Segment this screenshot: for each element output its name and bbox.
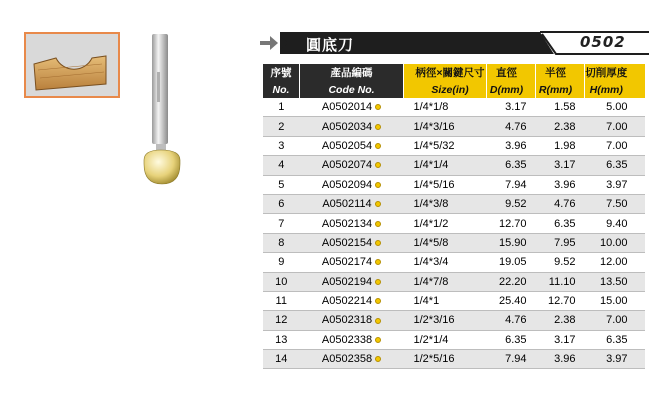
cell-code-text: A0502194 (321, 275, 373, 288)
cell-radius-text: 7.95 (554, 236, 576, 249)
cell-height-text: 6.35 (606, 159, 628, 172)
cell-code-text: A0502074 (321, 159, 373, 172)
header-r-en: R(mm) (536, 81, 585, 98)
cell-no (263, 350, 300, 369)
cell-diameter-text: 4.76 (505, 120, 527, 133)
header-size-en: Size(in) (404, 81, 487, 98)
cell-diameter-text: 3.96 (505, 139, 527, 152)
banner-title: 圓底刀 (306, 36, 355, 54)
stock-dot-icon (375, 182, 381, 188)
cell-size-text: 1/2*1/4 (413, 333, 449, 346)
cell-size (404, 330, 487, 349)
cell-diameter (487, 330, 536, 349)
cell-code (300, 194, 404, 213)
cell-no (263, 233, 300, 252)
cell-size (404, 175, 487, 194)
cell-height (585, 330, 645, 349)
cell-no-text: 1 (278, 101, 285, 114)
cell-no-text: 3 (278, 139, 285, 152)
cell-size-text: 1/4*1/8 (413, 101, 449, 114)
cell-size (404, 311, 487, 330)
cell-no-text: 6 (278, 198, 285, 211)
cell-height (585, 175, 645, 194)
cell-diameter-text: 19.05 (498, 256, 527, 269)
table-row (263, 272, 645, 291)
header-size-cn: 柄徑×關鍵尺寸 (404, 64, 487, 81)
cell-no (263, 253, 300, 272)
cell-diameter-text: 25.40 (498, 295, 527, 308)
cell-radius (536, 117, 585, 136)
cell-no-text: 8 (278, 236, 285, 249)
header-d-cn: 直徑 (487, 64, 536, 81)
stock-dot-icon (375, 279, 381, 285)
cell-code (300, 350, 404, 369)
cell-size-text: 1/2*5/16 (413, 353, 455, 366)
cell-size (404, 194, 487, 213)
cell-diameter-text: 7.94 (505, 353, 527, 366)
cell-height (585, 214, 645, 233)
cell-height-text: 3.97 (606, 178, 628, 191)
cell-radius-text: 4.76 (554, 198, 576, 211)
cell-no-text: 12 (275, 314, 288, 327)
cell-code-text: A0502054 (321, 139, 373, 152)
cell-code (300, 136, 404, 155)
cell-no-text: 14 (275, 353, 288, 366)
cell-code-text: A0502014 (321, 101, 373, 114)
cell-diameter (487, 194, 536, 213)
cell-height-text: 12.00 (599, 256, 628, 269)
section-banner (258, 30, 649, 56)
cell-radius-text: 1.98 (554, 139, 576, 152)
cell-size-text: 1/4*3/8 (413, 198, 449, 211)
cell-radius (536, 233, 585, 252)
cell-code (300, 272, 404, 291)
cell-diameter-text: 6.35 (505, 333, 527, 346)
stock-dot-icon (375, 259, 381, 265)
cell-diameter (487, 117, 536, 136)
stock-dot-icon (375, 162, 381, 168)
table-row (263, 98, 645, 117)
table-row (263, 175, 645, 194)
cell-diameter (487, 291, 536, 310)
cell-radius (536, 350, 585, 369)
cell-height (585, 233, 645, 252)
header-d-en: D(mm) (487, 81, 536, 98)
cell-size (404, 136, 487, 155)
cell-no-text: 7 (278, 217, 285, 230)
cell-radius (536, 136, 585, 155)
header-code-cn: 產品編碼 (300, 64, 404, 81)
cell-radius (536, 291, 585, 310)
cell-size-text: 1/4*1/2 (413, 217, 449, 230)
cell-diameter (487, 156, 536, 175)
cell-diameter (487, 350, 536, 369)
cell-no-text: 10 (275, 275, 288, 288)
cell-code (300, 291, 404, 310)
cell-diameter-text: 9.52 (505, 198, 527, 211)
cell-radius-text: 9.52 (554, 256, 576, 269)
cell-size-text: 1/4*1 (413, 295, 440, 308)
cell-no (263, 117, 300, 136)
table-row (263, 311, 645, 330)
cell-size-text: 1/2*3/16 (413, 314, 455, 327)
stock-dot-icon (375, 104, 381, 110)
cell-no-text: 4 (278, 159, 285, 172)
cell-no (263, 291, 300, 310)
cell-diameter-text: 4.76 (505, 314, 527, 327)
table-row (263, 233, 645, 252)
arrow-pointer-icon (258, 30, 288, 56)
cell-diameter (487, 175, 536, 194)
cell-size (404, 253, 487, 272)
cell-no-text: 2 (278, 120, 285, 133)
cell-code-text: A0502174 (321, 256, 373, 269)
cell-radius-text: 6.35 (554, 217, 576, 230)
stock-dot-icon (375, 356, 381, 362)
cell-radius-text: 2.38 (554, 314, 576, 327)
cell-code-text: A0502114 (322, 198, 372, 211)
cell-radius-text: 3.17 (554, 159, 576, 172)
cell-code (300, 156, 404, 175)
header-row-cn (263, 64, 645, 81)
header-code-en: Code No. (300, 81, 404, 98)
header-r-cn: 半徑 (536, 64, 585, 81)
cell-code (300, 214, 404, 233)
cell-height-text: 7.00 (606, 139, 628, 152)
cell-code-text: A0502214 (321, 295, 373, 308)
cell-height (585, 272, 645, 291)
cell-height-text: 7.50 (606, 198, 628, 211)
cell-no (263, 311, 300, 330)
header-h-en: H(mm) (585, 81, 645, 98)
cell-code (300, 330, 404, 349)
cell-no (263, 214, 300, 233)
cell-diameter-text: 12.70 (498, 217, 527, 230)
table-row (263, 117, 645, 136)
cell-size-text: 1/4*7/8 (413, 275, 449, 288)
cell-diameter-text: 7.94 (505, 178, 527, 191)
cell-radius-text: 3.17 (554, 333, 576, 346)
cell-size (404, 272, 487, 291)
cell-radius (536, 98, 585, 117)
table-row (263, 156, 645, 175)
cell-code-text: A0502094 (321, 178, 373, 191)
cell-size (404, 214, 487, 233)
cell-diameter (487, 136, 536, 155)
cell-height-text: 13.50 (599, 275, 628, 288)
stock-dot-icon (375, 124, 381, 130)
header-row-en (263, 81, 645, 98)
cell-diameter (487, 214, 536, 233)
table-row (263, 253, 645, 272)
cell-radius (536, 272, 585, 291)
cell-radius (536, 253, 585, 272)
cell-size (404, 350, 487, 369)
cell-code-text: A0502134 (321, 217, 373, 230)
cell-no (263, 98, 300, 117)
cut-profile-icon (24, 32, 120, 98)
stock-dot-icon (375, 201, 381, 207)
cell-height (585, 194, 645, 213)
cell-height (585, 98, 645, 117)
cell-radius-text: 2.38 (554, 120, 576, 133)
cell-height-text: 15.00 (599, 295, 628, 308)
cell-diameter (487, 311, 536, 330)
cell-code-text: A0502318 (321, 314, 373, 327)
cell-size-text: 1/4*1/4 (413, 159, 449, 172)
cell-diameter-text: 15.90 (498, 236, 527, 249)
cell-no (263, 136, 300, 155)
cell-radius-text: 11.10 (548, 275, 576, 288)
cell-no (263, 194, 300, 213)
cell-radius (536, 330, 585, 349)
header-h-cn: 切削厚度 (585, 64, 645, 81)
cell-diameter (487, 253, 536, 272)
cell-height (585, 291, 645, 310)
cell-size (404, 291, 487, 310)
table-row (263, 330, 645, 349)
cell-radius (536, 156, 585, 175)
cell-radius (536, 194, 585, 213)
stock-dot-icon (375, 240, 381, 246)
cell-height-text: 6.35 (606, 333, 628, 346)
cell-diameter (487, 272, 536, 291)
cell-code (300, 98, 404, 117)
cell-no (263, 175, 300, 194)
cell-diameter (487, 98, 536, 117)
cell-radius-text: 12.70 (547, 295, 576, 308)
table-row (263, 194, 645, 213)
cell-height-text: 9.40 (606, 217, 628, 230)
cell-radius (536, 175, 585, 194)
cell-height-text: 7.00 (606, 120, 628, 133)
cell-size-text: 1/4*5/16 (413, 178, 455, 191)
cell-code (300, 175, 404, 194)
stock-dot-icon (375, 298, 381, 304)
cell-code (300, 311, 404, 330)
cell-radius (536, 214, 585, 233)
cell-radius-text: 3.96 (554, 353, 576, 366)
cell-size-text: 1/4*3/4 (413, 256, 449, 269)
table-row (263, 214, 645, 233)
cell-size (404, 117, 487, 136)
cell-no-text: 9 (278, 256, 285, 269)
cell-height-text: 5.00 (606, 101, 628, 114)
cell-size-text: 1/4*5/32 (413, 139, 455, 152)
cell-no-text: 5 (278, 178, 285, 191)
cell-radius-text: 1.58 (554, 101, 576, 114)
cell-code (300, 253, 404, 272)
cell-size-text: 1/4*5/8 (413, 236, 449, 249)
cell-no-text: 13 (275, 333, 288, 346)
cell-code-text: A0502154 (321, 236, 373, 249)
table-row (263, 350, 645, 369)
cell-radius (536, 311, 585, 330)
stock-dot-icon (375, 337, 381, 343)
cell-diameter-text: 3.17 (505, 101, 527, 114)
cell-no (263, 272, 300, 291)
stock-dot-icon (375, 221, 381, 227)
cell-size (404, 156, 487, 175)
cell-no-text: 11 (275, 295, 287, 308)
cell-code-text: A0502034 (321, 120, 373, 133)
table-row (263, 136, 645, 155)
cell-height-text: 10.00 (599, 236, 628, 249)
cell-diameter-text: 22.20 (498, 275, 527, 288)
cell-height (585, 156, 645, 175)
cell-height-text: 7.00 (606, 314, 628, 327)
banner-code: 0502 (580, 33, 626, 51)
header-no-en: No. (263, 81, 300, 98)
cell-size (404, 233, 487, 252)
router-bit-icon (140, 32, 190, 212)
stock-dot-icon (375, 143, 381, 149)
header-no-cn: 序號 (263, 64, 300, 81)
stock-dot-icon (375, 318, 381, 324)
cell-code-text: A0502358 (321, 353, 373, 366)
cell-height-text: 3.97 (606, 353, 628, 366)
cell-height (585, 350, 645, 369)
table-row (263, 291, 645, 310)
cell-radius-text: 3.96 (554, 178, 576, 191)
cell-height (585, 117, 645, 136)
cell-height (585, 136, 645, 155)
cell-diameter (487, 233, 536, 252)
cell-no (263, 330, 300, 349)
cell-code (300, 117, 404, 136)
cell-code-text: A0502338 (321, 333, 373, 346)
spec-table (263, 64, 645, 369)
cell-height (585, 311, 645, 330)
cell-size (404, 98, 487, 117)
cell-diameter-text: 6.35 (505, 159, 527, 172)
cell-height (585, 253, 645, 272)
cell-size-text: 1/4*3/16 (413, 120, 455, 133)
cell-no (263, 156, 300, 175)
cell-code (300, 233, 404, 252)
